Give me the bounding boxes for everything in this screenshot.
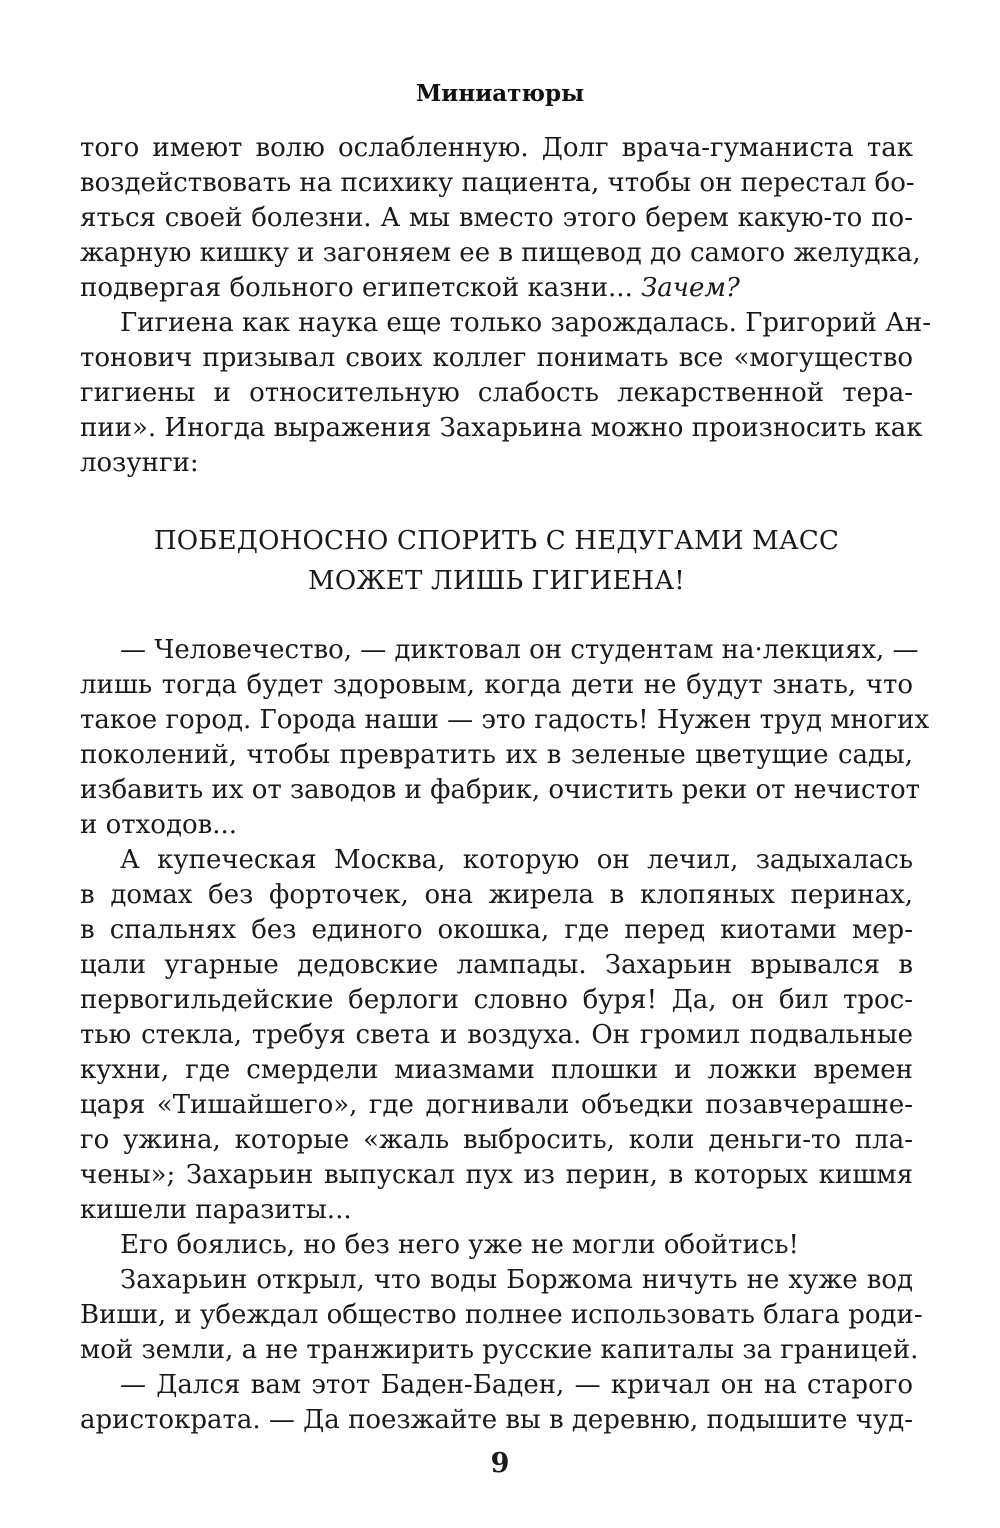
text-line: го ужина, которые «жаль выбросить, коли деньги-то пла- xyxy=(80,1125,913,1155)
text-line: избавить их от заводов и фабрик, очистить реки от нечистот xyxy=(80,775,921,805)
text-line: аристократа. — Да поезжайте вы в деревню, подышите чуд- xyxy=(80,1405,913,1435)
text-line: Его боялись, но без него уже не могли обойтись! xyxy=(120,1230,799,1260)
text-line: лишь тогда будет здоровым, когда дети не будут знать, что xyxy=(80,670,913,700)
text-line: кишели паразиты... xyxy=(80,1195,352,1225)
text-line: такое город. Города наши — это гадость! Нужен труд многих xyxy=(80,705,930,735)
text-line: царя «Тишайшего», где догнивали объедки позавчерашне- xyxy=(80,1090,913,1120)
text-line: воздействовать на психику пациента, чтобы он перестал бо- xyxy=(80,168,915,198)
text-line: тью стекла, требуя света и воздуха. Он громил подвальные xyxy=(80,1020,913,1050)
text-line xyxy=(80,271,913,306)
paragraph-2 xyxy=(80,306,931,481)
text-line: жарную кишку и загоняем ее в пищевод до самого желудка, xyxy=(80,238,921,268)
text-line: тонович призывал своих коллег понимать все «могущество xyxy=(80,343,913,373)
text-line: гигиены и относительную слабость лекарственной тера- xyxy=(80,378,913,408)
slogan-line: ПОБЕДОНОСНО СПОРИТЬ С НЕДУГАМИ МАСС xyxy=(153,526,840,556)
page-body xyxy=(80,131,931,1438)
running-header: Миниатюры xyxy=(415,80,585,107)
text-line: того имеют волю ослабленную. Долг врача-гуманиста так xyxy=(80,133,913,163)
text-line: в домах без форточек, она жирела в клопяных перинах, xyxy=(80,880,913,910)
text-line: лозунги: xyxy=(80,448,199,478)
text-line: Виши, и убеждал общество полнее использовать блага роди- xyxy=(80,1300,923,1330)
text-line: мой земли, а не транжирить русские капиталы за границей. xyxy=(80,1335,919,1365)
text-line: в спальнях без единого окошка, где перед киотами мер- xyxy=(80,915,913,945)
paragraph-4 xyxy=(80,843,913,1228)
slogan-block xyxy=(80,521,913,601)
text-line: пии». Иногда выражения Захарьина можно произносить как xyxy=(80,413,923,443)
text-line: первогильдейские берлоги словно буря! Да, он бил трос- xyxy=(80,985,913,1015)
text-line: и отходов... xyxy=(80,810,238,840)
text-line: кухни, где смердели миазмами плошки и ложки времен xyxy=(80,1055,913,1085)
text-line: А купеческая Москва, которую он лечил, задыхалась xyxy=(120,845,913,875)
text-line: яться своей болезни. А мы вместо этого берем какую-то по- xyxy=(80,203,913,233)
paragraph-3 xyxy=(80,633,930,843)
text-line: Гигиена как наука еще только зарождалась. Григорий Ан- xyxy=(120,308,931,338)
text-line: — Дался вам этот Баден-Баден, — кричал он на старого xyxy=(120,1370,913,1400)
italic-fragment: Зачем? xyxy=(632,273,740,303)
page-number: 9 xyxy=(490,1448,510,1479)
paragraph-6 xyxy=(80,1263,923,1368)
text-fragment: подвергая больного египетской казни... xyxy=(80,273,633,303)
text-line: — Человечество, — диктовал он студентам на·лекциях, — xyxy=(120,635,919,665)
paragraph-1 xyxy=(80,131,921,306)
slogan-line: МОЖЕТ ЛИШЬ ГИГИЕНА! xyxy=(308,566,685,596)
paragraph-5 xyxy=(80,1228,913,1263)
text-line: цали угарные дедовские лампады. Захарьин врывался в xyxy=(80,950,913,980)
text-line: Захарьин открыл, что воды Боржома ничуть не хуже вод xyxy=(120,1265,913,1295)
text-line: чены»; Захарьин выпускал пух из перин, в которых кишмя xyxy=(80,1160,913,1190)
paragraph-7 xyxy=(80,1368,913,1438)
text-line: поколений, чтобы превратить их в зеленые цветущие сады, xyxy=(80,740,913,770)
